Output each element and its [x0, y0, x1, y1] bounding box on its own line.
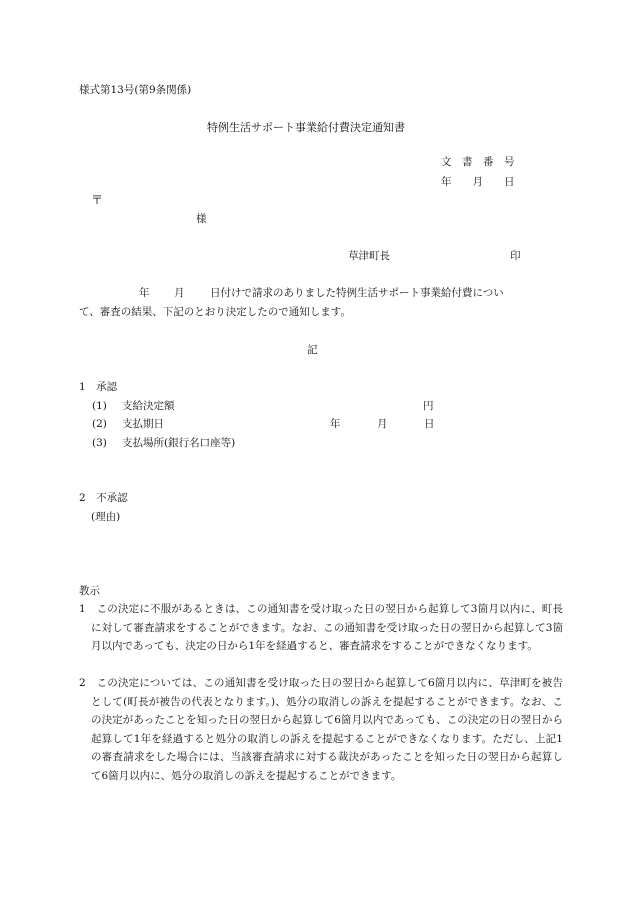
- intro-text-line1: 日付けで請求のありました特例生活サポート事業給付費につい: [210, 287, 504, 299]
- notice-item-2: 2 この決定については、この通知書を受け取った日の翌日から起算して6箇月以内に、草津町を被告として(町長が被告の代表となります。)、処分の取消しの訴えを提起することができます。なお、この決定があったことを知った日の翌日から起算して6箇月以内であっても、この決定の日の翌日から起算して1年を経過すると処分の取消しの訴えを提起することができなくなります。ただし、上記1の審査請求をした場合には、当該審査請求に対する裁決があったことを知った日の翌日から起算して6箇月以内に、処分の取消しの訴えを提起することができます。: [79, 677, 563, 782]
- postal-mark: 〒: [91, 193, 104, 207]
- item1-unit: 円: [423, 400, 434, 412]
- item2-label: 支払期日: [122, 418, 164, 430]
- document-title: 特例生活サポート事業給付費決定通知書: [207, 121, 405, 134]
- form-label: 様式第13号(第9条関係): [79, 84, 192, 96]
- notice-item-1: 1 この決定に不服があるときは、この通知書を受け取った日の翌日から起算して3箇月以内に、町長に対して審査請求をすることができます。なお、この通知書を受け取った日の翌日から起算して3箇月以内であっても、決定の日から1年を経過すると、審査請求をすることができなくなります。: [79, 603, 563, 652]
- section2-reason: (理由): [91, 511, 121, 523]
- item3-label: 支払場所(銀行名口座等): [122, 437, 236, 449]
- item2-month: 月: [377, 418, 388, 430]
- notice-heading: 教示: [79, 585, 100, 597]
- document-number-label: 文 書 番 号: [441, 156, 515, 168]
- issuer-name: 草津町長: [348, 250, 390, 262]
- item1-number: (1): [92, 400, 107, 412]
- intro-year: 年: [139, 287, 150, 299]
- seal-mark: 印: [510, 250, 521, 262]
- ki-heading: 記: [307, 344, 318, 356]
- intro-text-line2: て、審査の結果、下記のとおり決定したので通知します。: [79, 306, 351, 318]
- item2-year: 年: [330, 418, 341, 430]
- recipient-suffix: 様: [196, 213, 207, 225]
- intro-month: 月: [174, 287, 185, 299]
- item1-label: 支給決定額: [122, 400, 175, 412]
- issue-date-line: 年 月 日: [441, 176, 515, 188]
- item2-number: (2): [92, 418, 107, 430]
- section1-heading: 1 承認: [79, 381, 118, 393]
- item2-day: 日: [424, 418, 435, 430]
- section2-heading: 2 不承認: [79, 492, 128, 504]
- item3-number: (3): [92, 437, 107, 449]
